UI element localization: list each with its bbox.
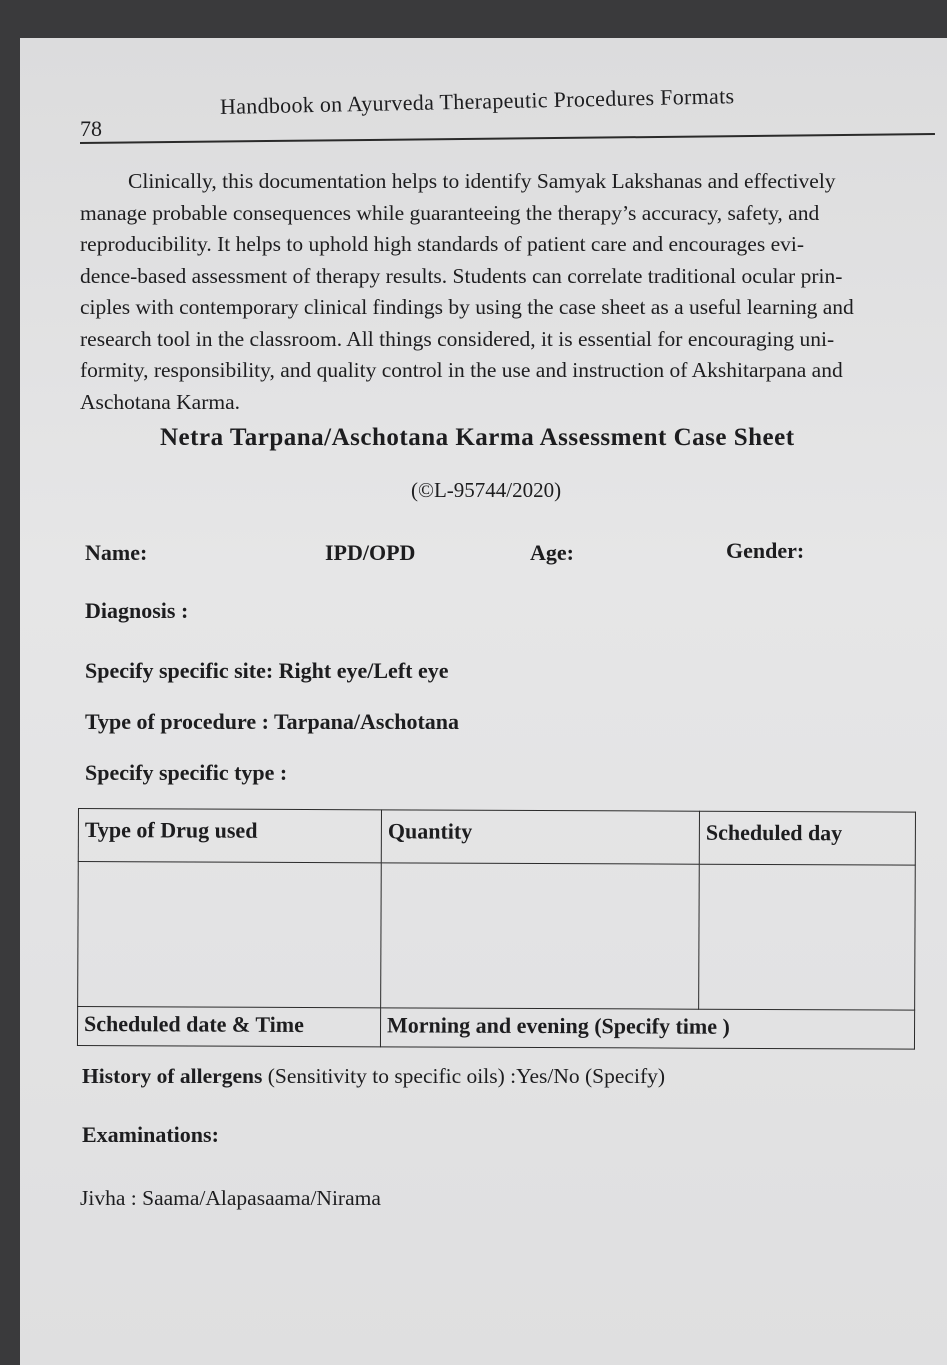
header-rule bbox=[80, 133, 935, 144]
paragraph-line: dence-based assessment of therapy results. Students can correlate traditional ocular prin- bbox=[80, 263, 843, 288]
page-number: 78 bbox=[80, 116, 102, 141]
table-header-row bbox=[78, 809, 915, 866]
name-label: Name: bbox=[85, 540, 148, 565]
paragraph-line: formity, responsibility, and quality control in the use and instruction of Akshitarpana and bbox=[80, 358, 843, 382]
drug-schedule-table bbox=[77, 808, 916, 1050]
schedule-row bbox=[77, 1007, 914, 1050]
site-label: Specify specific site: Right eye/Left eye bbox=[85, 658, 449, 683]
paragraph-line: manage probable consequences while guaranteeing the therapy’s accuracy, safety, and bbox=[80, 200, 820, 225]
jivha-line: Jivha : Saama/Alapasaama/Nirama bbox=[80, 1186, 381, 1210]
procedure-label: Type of procedure : Tarpana/Aschotana bbox=[85, 709, 460, 734]
running-header: Handbook on Ayurveda Therapeutic Procedures Formats bbox=[219, 83, 735, 119]
specific-type-label: Specify specific type : bbox=[85, 760, 288, 785]
gender-label: Gender: bbox=[726, 538, 805, 563]
ipd-opd-label: IPD/OPD bbox=[325, 540, 416, 565]
case-sheet-title: Netra Tarpana/Aschotana Karma Assessment Case Sheet bbox=[160, 424, 795, 451]
document-page bbox=[20, 38, 947, 1365]
paragraph-line: reproducibility. It helps to uphold high standards of patient care and encourages evi- bbox=[80, 232, 805, 256]
body-paragraph bbox=[80, 166, 930, 418]
scheduled-day-cell[interactable] bbox=[699, 864, 916, 1010]
quantity-cell[interactable] bbox=[381, 863, 700, 1009]
paragraph-line: Aschotana Karma. bbox=[80, 389, 240, 414]
paragraph-line: Clinically, this documentation helps to identify Samyak Lakshanas and effectively bbox=[128, 169, 836, 193]
schedule-value[interactable]: Morning and evening (Specify time ) bbox=[380, 1008, 914, 1049]
allergens-line bbox=[82, 1064, 665, 1089]
drug-cell[interactable] bbox=[78, 862, 382, 1008]
header-drug: Type of Drug used bbox=[78, 809, 381, 863]
header-scheduled-day: Scheduled day bbox=[699, 811, 915, 865]
allergens-label: History of allergens bbox=[82, 1064, 263, 1088]
age-label: Age: bbox=[530, 540, 574, 565]
copyright-number: (©L-95744/2020) bbox=[411, 478, 562, 502]
diagnosis-label: Diagnosis : bbox=[85, 598, 189, 623]
allergens-text: (Sensitivity to specific oils) :Yes/No (Specify) bbox=[262, 1064, 666, 1088]
schedule-label: Scheduled date & Time bbox=[77, 1007, 380, 1047]
header-quantity: Quantity bbox=[381, 810, 699, 864]
paragraph-line: research tool in the classroom. All things considered, it is essential for encouraging uni- bbox=[80, 326, 835, 351]
paragraph-line: ciples with contemporary clinical findings by using the case sheet as a useful learning and bbox=[80, 295, 854, 319]
examinations-label: Examinations: bbox=[82, 1122, 219, 1147]
table-row bbox=[78, 862, 916, 1011]
